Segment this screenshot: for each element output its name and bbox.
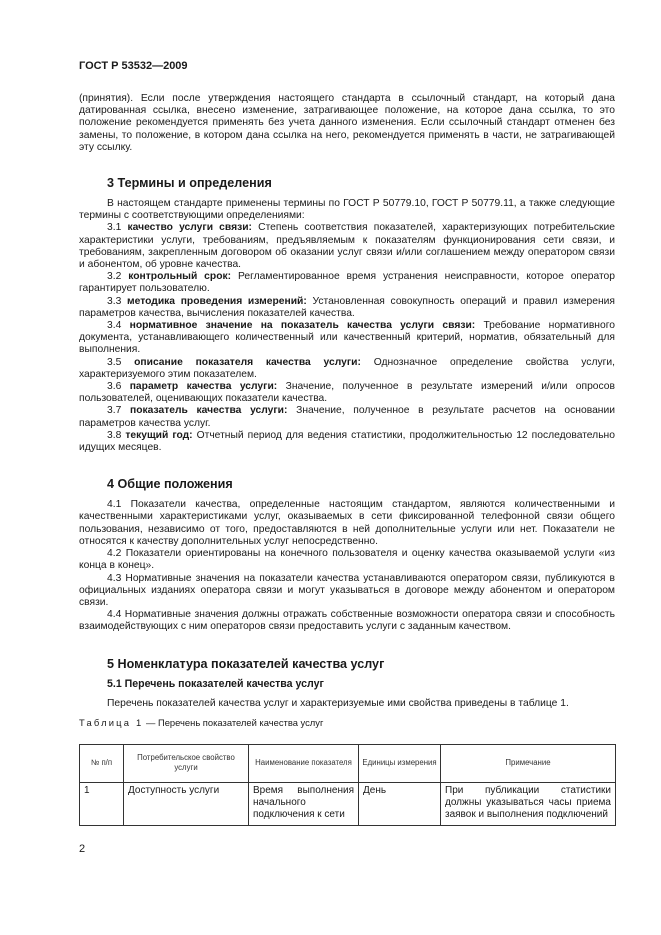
table-cell: Время выполнения начального подключения к сети — [249, 782, 359, 825]
table-cell: Доступность услуги — [124, 782, 249, 825]
table-caption: Таблица 1 — Перечень показателей качества услуг — [79, 716, 324, 728]
section-4-title: 4 Общие положения — [107, 477, 233, 492]
section-4-paragraph: 4.4 Нормативные значения должны отражать собственные возможности оператора связи и способность взаимодействующих с ним операторов связи предоставить услуги с заданным качеством. — [79, 609, 615, 633]
term-name: нормативное значение на показатель качества услуги связи: — [129, 320, 476, 332]
term-name: параметр качества услуги: — [129, 381, 278, 393]
term-paragraph: 3.4 нормативное значение на показатель качества услуги связи: Требование нормативного документа, устанавливающего количественный или качественный критерий, норматив, обязательный для выполнения. — [79, 320, 615, 356]
term-name: методика проведения измерений: — [127, 295, 307, 307]
section-3-intro: В настоящем стандарте применены термины по ГОСТ Р 50779.10, ГОСТ Р 50779.11, а также следующие термины с соответствующими определениями: — [79, 198, 615, 222]
term-paragraph: 3.8 текущий год: Отчетный период для ведения статистики, продолжительностью 12 последовательно идущих месяцев. — [79, 429, 615, 454]
term-paragraph: 3.5 описание показателя качества услуги: Однозначное определение свойства услуги, характеризуемого этим показателем. — [79, 356, 615, 380]
term-name: текущий год: — [125, 429, 193, 441]
term-paragraph: 3.6 параметр качества услуги: Значение, полученное в результате измерений и/или опросов пользователей, оценивающих показатели качества. — [79, 381, 615, 405]
page-content — [79, 93, 615, 826]
term-name: качество услуги связи: — [127, 222, 252, 234]
term-name: контрольный срок: — [128, 271, 232, 283]
term-paragraph: 3.7 показатель качества услуги: Значение, полученное в результате расчетов на основании параметров качества услуг. — [79, 405, 615, 429]
section-4-paragraph: 4.3 Нормативные значения на показатели качества устанавливаются оператором связи, публикуются в официальных изданиях оператора связи и могут указываться в договоре между абонентом и оператором связи. — [79, 572, 615, 608]
term-name: показатель качества услуги: — [130, 405, 288, 417]
page-number: 2 — [79, 843, 86, 855]
table-cell: 1 — [80, 782, 124, 825]
section-5-intro: Перечень показателей качества услуг и характеризуемые ими свойства приведены в таблице 1. — [107, 697, 569, 709]
column-header: Потребительское свойство услуги — [124, 744, 249, 782]
section-5-1-title: 5.1 Перечень показателей качества услуг — [107, 677, 324, 690]
column-header: № п/п — [80, 744, 124, 782]
section-5-title: 5 Номенклатура показателей качества услуг — [107, 656, 385, 671]
column-header: Единицы измерения — [359, 744, 441, 782]
table-cell: День — [359, 782, 441, 825]
table-cell: При публикации статистики должны указываться часы приема заявок и выполнения подключений — [441, 782, 616, 825]
column-header: Примечание — [441, 744, 616, 782]
section-4-paragraph: 4.1 Показатели качества, определенные настоящим стандартом, являются количественными и качественными характеристиками услуг, оказываемых в сети фиксированной телефонной связи общего пользования, независимо от того, предоставляются в ней дополнительные услуги или нет. Показатели не относятся к качеству дополнительных услуг непосредственно. — [79, 499, 615, 547]
term-paragraph: 3.1 качество услуги связи: Степень соответствия показателей, характеризующих потребительские характеристики услуги, требованиям, предъявляемым к показателям функционирования сети связи, и требованиям, закрепленным договором об оказании услуг связи и/или соглашением между оператором связи и абонентом, об уровне качества. — [79, 222, 615, 271]
table-1 — [79, 744, 616, 826]
term-paragraph: 3.3 методика проведения измерений: Установленная совокупность операций и правил измерения параметров качества, вычисления показателей качества. — [79, 295, 615, 319]
document-header: ГОСТ Р 53532—2009 — [79, 60, 188, 72]
column-header: Наименование показателя — [249, 744, 359, 782]
table-row — [80, 782, 616, 825]
section-4-paragraph: 4.2 Показатели ориентированы на конечного пользователя и оценку качества оказываемой услуги «из конца в конец». — [79, 548, 615, 572]
table-header-row — [80, 744, 616, 782]
term-name: описание показателя качества услуги: — [134, 356, 361, 368]
section-3-title: 3 Термины и определения — [107, 176, 272, 191]
continuation-paragraph: (принятия). Если после утверждения настоящего стандарта в ссылочный стандарт, на который дана датированная ссылка, внесено изменение, затрагивающее положение, на которое дана ссылка, то это положение рекомендуется применять без учета данного изменения. Если ссылочный стандарт отменен без замены, то положение, в котором дана ссылка на него, рекомендуется применять в части, не затрагивающей эту ссылку. — [79, 93, 615, 153]
term-paragraph: 3.2 контрольный срок: Регламентированное время устранения неисправности, которое оператор гарантирует пользователю. — [79, 271, 615, 295]
